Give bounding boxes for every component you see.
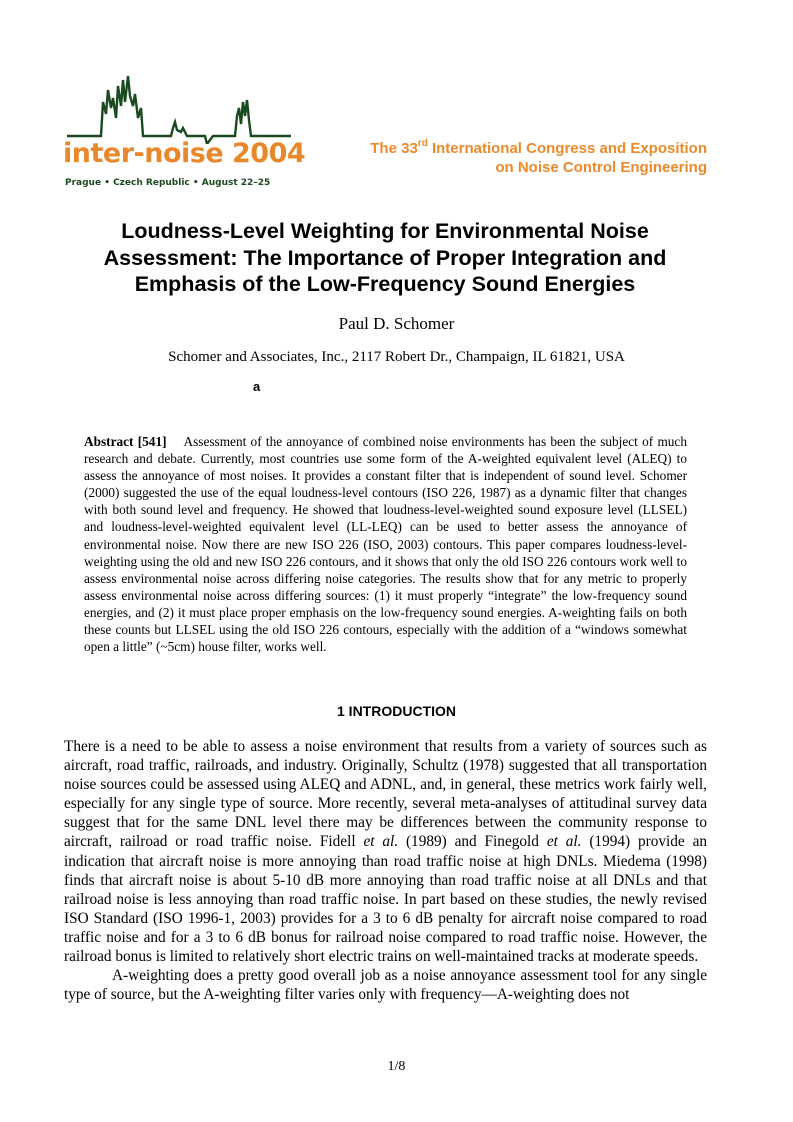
congress-number: The 33: [370, 140, 418, 157]
conference-logo: [63, 72, 306, 192]
logo-tagline: Prague • Czech Republic • August 22–25: [65, 178, 271, 188]
text-run: (1994) provide an indication that aircraft noise is more annoying than road traffic noise at high DNLs. Miedema (1998) finds that aircraft noise is about 5-10 dB more annoying than road traffic noise at all DNLs and that railroad noise is less annoying than road traffic noise. In part based on these studies, the newly revised ISO Standard (ISO 1996-1, 2003) provides for a 3 to 6 dB penalty for aircraft noise compared to road traffic noise and for a 3 to 6 dB bonus for railroad noise compared to road traffic noise. However, the railroad bonus is limited to relatively short electric trains on well-maintained tracks at moderate speeds.: [64, 833, 708, 966]
congress-line-2: on Noise Control Engineering: [495, 159, 707, 176]
abstract: [84, 433, 687, 655]
text-run-italic: et al.: [546, 833, 582, 851]
text-run: (1989) and Finegold: [398, 833, 547, 851]
congress-ordinal: rd: [417, 138, 428, 149]
title-line: Emphasis of the Low-Frequency Sound Energies: [134, 272, 636, 296]
body-text: [64, 737, 707, 1004]
paragraph: A-weighting does a pretty good overall job as a noise annoyance assessment tool for any single type of source, but the A-weighting filter varies only with frequency—A-weighting does not: [64, 967, 707, 1004]
text-run-italic: et al.: [363, 833, 399, 851]
title-line: Loudness-Level Weighting for Environmental Noise: [121, 219, 649, 243]
logo-wordmark: inter-noise 2004: [63, 138, 306, 169]
text-run: There is a need to be able to assess a noise environment that results from a variety of sources such as aircraft, road traffic, railroads, and industry. Originally, Schultz (1978) suggested that all transportation noise sources could be assessed using ALEQ and ADNL, and, in general, these metrics work fairly well, especially for any single type of source. More recently, several meta-analyses of attitudinal survey data suggest that for the same DNL level there may be differences between the community response to aircraft, railroad or road traffic noise. Fidell: [64, 738, 707, 851]
skyline-graphic: [63, 72, 295, 144]
congress-name: International Congress and Exposition: [427, 140, 707, 157]
congress-header: [370, 139, 707, 177]
congress-line-1: [370, 139, 707, 158]
paragraph: [64, 737, 707, 966]
title-line: Assessment: The Importance of Proper Integration and: [103, 245, 667, 270]
abstract-text: Assessment of the annoyance of combined noise environments has been the subject of much research and debate. Currently, most countries use some form of the A-weighted equivalent level (ALEQ) to assess the annoyance of most noises. It provides a constant filter that is independent of sound level. Schomer (2000) suggested the use of the equal loudness-level contours (ISO 226, 1987) as a dynamic filter that changes with both sound level and frequency. He showed that loudness-level-weighted sound exposure level (LLSEL) and loudness-level-weighted equivalent level (LL-LEQ) can be used to better assess the annoyance of environmental noise. Now there are new ISO 226 (ISO, 2003) contours. This paper compares loudness-level-weighting using the old and new ISO 226 contours, and it shows that only the old ISO 226 contours work well to assess environmental noise across differing noise categories. The results show that for any metric to properly assess environmental noise across differing sources: (1) it must properly “integrate” the low-frequency sound energies, and (2) it must place proper emphasis on the low-frequency sound energies. A-weighting fails on both these counts but LLSEL using the old ISO 226 contours, especially with the addition of a “windows somewhat open a little” (~5cm) house filter, works well.: [84, 434, 687, 655]
author: Paul D. Schomer: [338, 314, 455, 333]
page-number: 1/8: [387, 1059, 406, 1074]
affiliation: Schomer and Associates, Inc., 2117 Robert Dr., Champaign, IL 61821, USA: [168, 349, 625, 365]
paper-title: [60, 218, 710, 298]
abstract-label: Abstract [541]: [84, 434, 167, 449]
stray-marker: a: [253, 379, 261, 394]
section-heading: 1 INTRODUCTION: [337, 703, 456, 719]
